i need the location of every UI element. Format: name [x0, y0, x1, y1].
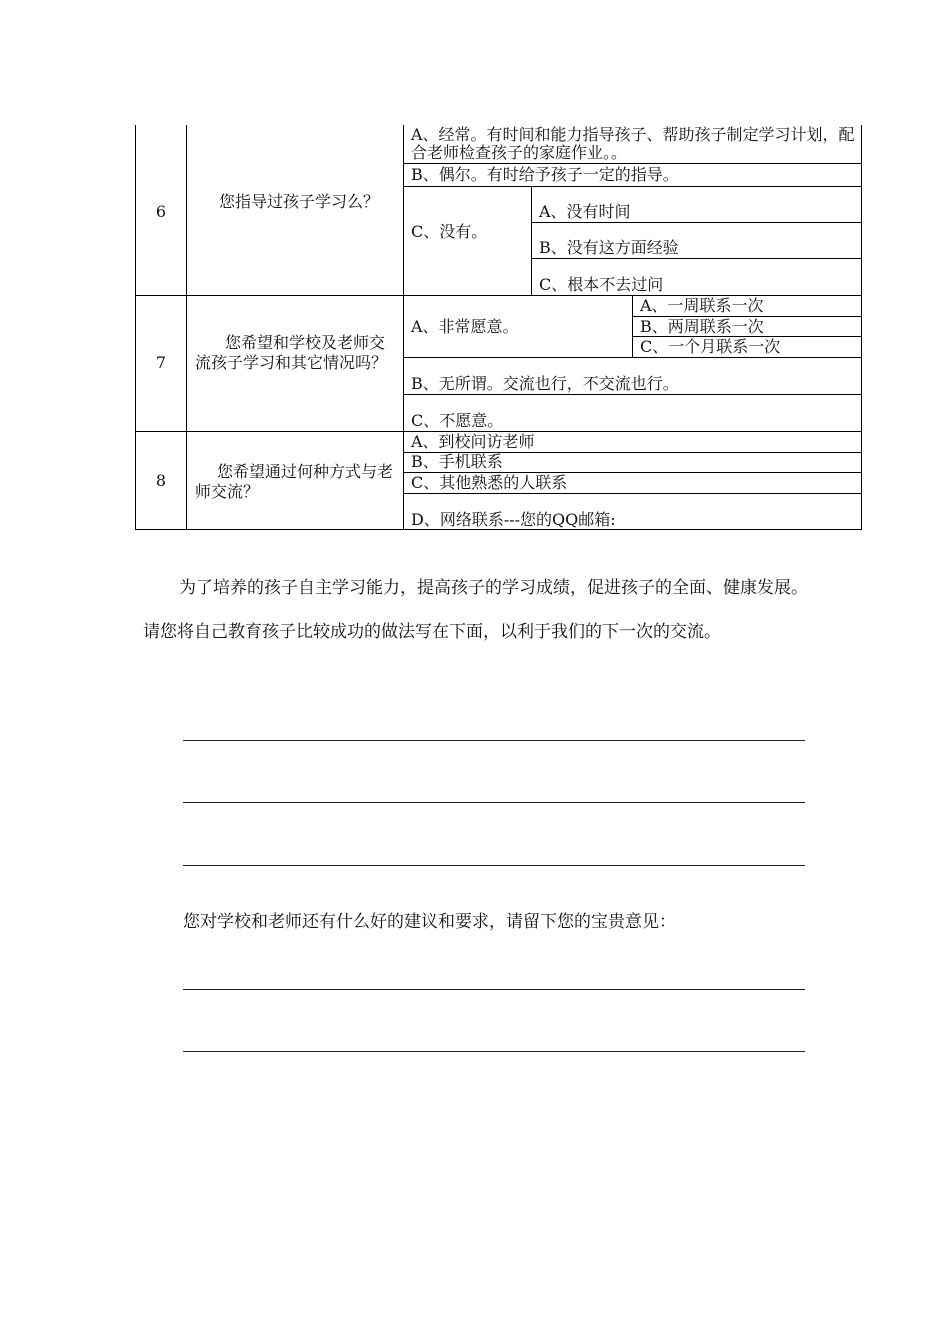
question-8-text: 您希望通过何种方式与老师交流？	[195, 462, 394, 501]
question-number-6: 6	[155, 202, 167, 221]
q7-option-c[interactable]: C、不愿意。	[411, 411, 504, 430]
q8-option-d[interactable]: D、网络联系---您的QQ邮箱:	[411, 510, 616, 529]
q8-option-c[interactable]: C、其他熟悉的人联系	[411, 473, 568, 492]
q6-option-b[interactable]: B、偶尔。有时给予孩子一定的指导。	[411, 165, 679, 184]
q8-option-b[interactable]: B、手机联系	[411, 452, 503, 471]
question-6-text: 您指导过孩子学习么？	[219, 192, 380, 211]
q6-c-sub-option[interactable]: C、根本不去过问	[539, 275, 664, 294]
suggestion-prompt: 您对学校和老师还有什么好的建议和要求，请留下您的宝贵意见：	[183, 912, 676, 932]
q7-a-sub-option[interactable]: A、一周联系一次	[640, 296, 764, 315]
answer-line-1[interactable]	[183, 740, 805, 741]
answer-line-2[interactable]	[183, 802, 805, 803]
answer-line-3[interactable]	[183, 865, 805, 866]
question-number-8: 8	[155, 471, 167, 490]
q6-c-sub-option[interactable]: A、没有时间	[539, 202, 631, 221]
q6-c-sub-option[interactable]: B、没有这方面经验	[539, 238, 679, 257]
suggestion-line-2[interactable]	[183, 1051, 805, 1052]
q7-a-sub-option[interactable]: B、两周联系一次	[640, 317, 764, 336]
q6-option-c[interactable]: C、没有。	[411, 222, 488, 241]
instruction-paragraph: 为了培养的孩子自主学习能力，提高孩子的学习成绩，促进孩子的全面、健康发展。请您将自己教育孩子比较成功的做法写在下面，以利于我们的下一次的交流。	[143, 578, 808, 642]
q6-option-a[interactable]: A、经常。有时间和能力指导孩子、帮助孩子制定学习计划，配合老师检查孩子的家庭作业。。	[411, 125, 855, 162]
q7-option-b[interactable]: B、无所谓。交流也行，不交流也行。	[411, 374, 679, 393]
survey-table	[135, 125, 862, 530]
q8-option-a[interactable]: A、到校问访老师	[411, 432, 535, 451]
question-number-7: 7	[155, 353, 167, 372]
q7-a-sub-option[interactable]: C、一个月联系一次	[640, 337, 781, 356]
suggestion-line-1[interactable]	[183, 989, 805, 990]
q7-option-a[interactable]: A、非常愿意。	[411, 317, 519, 336]
question-7-text: 您希望和学校及老师交流孩子学习和其它情况吗？	[195, 333, 388, 372]
